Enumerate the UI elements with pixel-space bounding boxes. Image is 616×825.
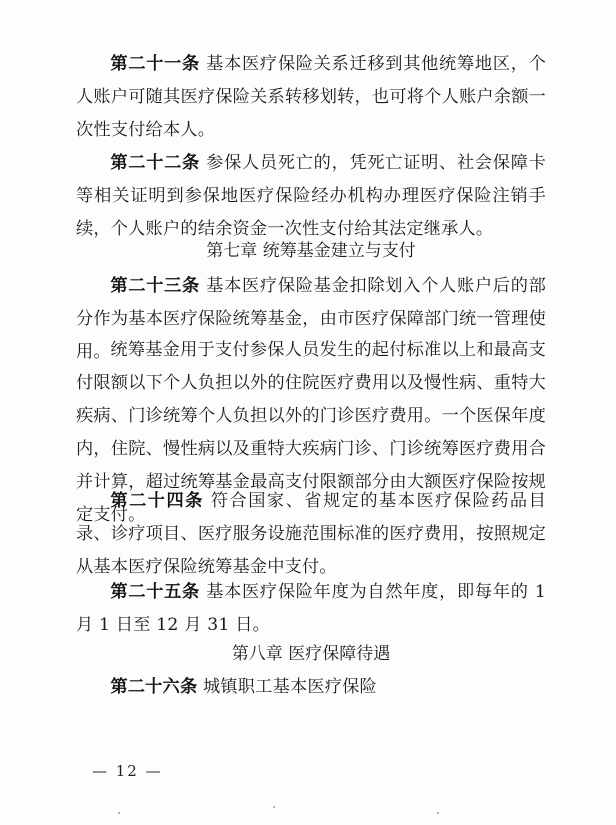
chapter-7-heading: 第七章 统筹基金建立与支付 <box>206 241 416 261</box>
scan-speck <box>273 806 275 808</box>
article-25-label: 第二十五条 <box>110 582 200 602</box>
article-24-text: 符合国家、省规定的基本医疗保险药品目录、诊疗项目、医疗服务设施范围标准的医疗费用，按照规定从基本医疗保险统筹基金中支付。 <box>76 491 546 577</box>
article-26-label: 第二十六条 <box>110 677 198 697</box>
article-26-paragraph <box>76 671 546 704</box>
article-23-text: 基本医疗保险基金扣除划入个人账户后的部分作为基本医疗保险统筹基金，由市医疗保障部门统一管理使用。 <box>76 276 546 362</box>
chapter-8-heading: 第八章 医疗保障待遇 <box>231 644 391 664</box>
article-22-paragraph <box>76 147 546 246</box>
article-24-paragraph <box>76 485 546 584</box>
article-22-text: 参保人员死亡的，凭死亡证明、社会保障卡等相关证明到参保地医疗保险经办机构办理医疗保险注销手续，个人账户的结余资金一次性支付给其法定继承人。 <box>76 153 546 239</box>
article-21-text: 基本医疗保险关系迁移到其他统筹地区，个人账户可随其医疗保险关系转移划转，也可将个人账户余额一次性支付给本人。 <box>76 54 546 140</box>
article-21-label: 第二十一条 <box>110 54 200 74</box>
scan-speck <box>118 812 120 814</box>
article-26-text: 城镇职工基本医疗保险 <box>203 677 377 697</box>
article-24-label: 第二十四条 <box>110 491 204 511</box>
article-22-label: 第二十二条 <box>110 153 200 173</box>
scan-speck <box>437 812 439 814</box>
article-23-label: 第二十三条 <box>110 276 200 296</box>
article-25-text: 基本医疗保险年度为自然年度，即每年的 1 月 1 日至 12 月 31 日。 <box>76 582 546 635</box>
pooling-fund-text: 统筹基金用于支付参保人员发生的起付标准以上和最高支付限额以下个人负担以外的住院医疗费用以及慢性病、重特大疾病、门诊统筹个人负担以外的门诊医疗费用。一个医保年度内，住院、慢性病以及重特大疾病门诊、门诊统筹医疗费用合并计算，超过统筹基金最高支付限额部分由大额医疗保险按规定支付。 <box>76 340 546 525</box>
page-number: — 12 — <box>92 762 163 780</box>
article-21-paragraph <box>76 48 546 147</box>
article-25-paragraph <box>76 576 546 642</box>
